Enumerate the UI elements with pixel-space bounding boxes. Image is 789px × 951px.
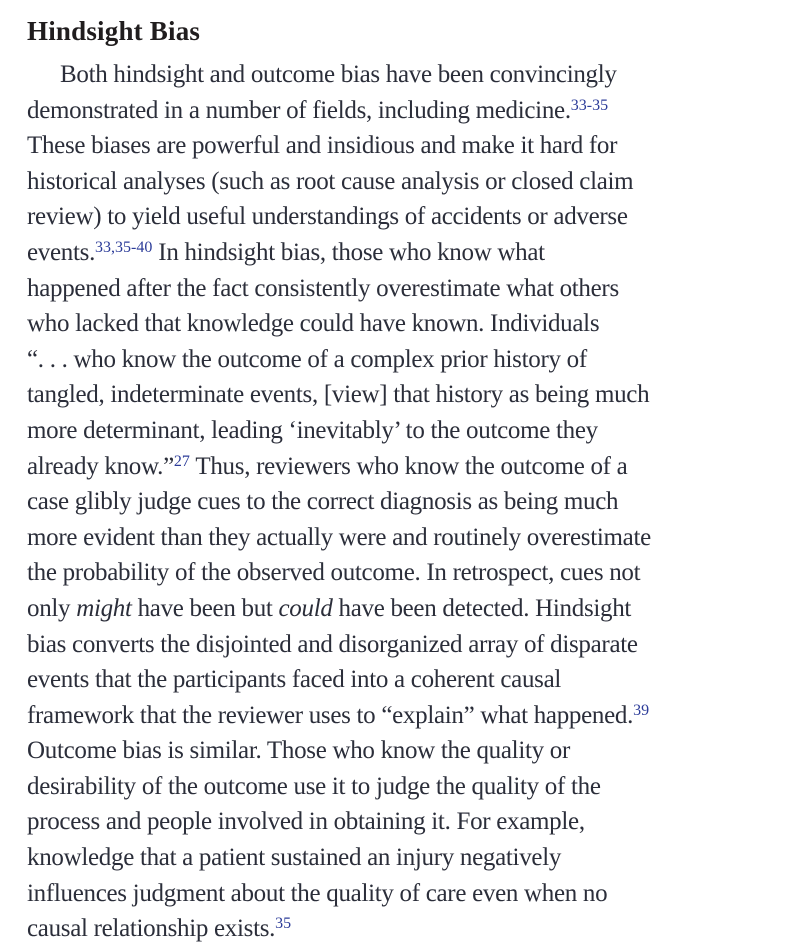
text-line: [27, 876, 769, 912]
text-run: framework that the reviewer uses to “explain” what happened.: [27, 701, 634, 729]
text-line: [27, 342, 769, 378]
text-run: demonstrated in a number of fields, including medicine.: [27, 96, 571, 124]
text-line: [27, 57, 769, 93]
text-run: bias converts the disjointed and disorganized array of disparate: [27, 630, 638, 658]
text-line: [27, 128, 769, 164]
text-run: knowledge that a patient sustained an injury negatively: [27, 844, 562, 872]
citation-reference-link[interactable]: 39: [633, 701, 650, 719]
text-line: [27, 555, 769, 591]
text-run: causal relationship exists.: [27, 915, 276, 943]
text-run: Outcome bias is similar. Those who know the quality or: [27, 737, 570, 765]
citation-reference-link[interactable]: 35: [275, 915, 292, 933]
text-run: more determinant, leading ‘inevitably’ to the outcome they: [27, 416, 598, 444]
text-run: desirability of the outcome use it to judge the quality of the: [27, 772, 601, 800]
text-line: [27, 413, 769, 449]
text-line: [27, 377, 769, 413]
citation-reference-link[interactable]: 33-35: [570, 96, 609, 114]
text-run: historical analyses (such as root cause analysis or closed claim: [27, 167, 634, 195]
text-run: These biases are powerful and insidious and make it hard for: [27, 132, 618, 160]
text-line: [27, 627, 769, 663]
text-run: who lacked that knowledge could have known. Individuals: [27, 310, 600, 338]
text-run: In hindsight bias, those who know what: [152, 238, 545, 266]
text-run: process and people involved in obtaining it. For example,: [27, 808, 585, 836]
text-run: events that the participants faced into a coherent causal: [27, 666, 562, 694]
text-run: influences judgment about the quality of care even when no: [27, 879, 608, 907]
text-line: [27, 199, 769, 235]
text-run: Thus, reviewers who know the outcome of a: [189, 452, 628, 480]
text-line: [27, 911, 769, 947]
text-line: [27, 733, 769, 769]
text-run: have been but: [131, 594, 279, 622]
text-run: “. . . who know the outcome of a complex prior history of: [27, 345, 587, 373]
text-run: happened after the fact consistently overestimate what others: [27, 274, 619, 302]
text-run: tangled, indeterminate events, [view] that history as being much: [27, 381, 650, 409]
text-line: [27, 235, 769, 271]
text-line: [27, 804, 769, 840]
text-line: [27, 271, 769, 307]
text-line: [27, 306, 769, 342]
text-line: [27, 662, 769, 698]
text-line: [27, 769, 769, 805]
body-paragraph: [27, 57, 769, 947]
text-run: review) to yield useful understandings of accidents or adverse: [27, 203, 628, 231]
text-line: [27, 484, 769, 520]
text-line: [27, 698, 769, 734]
text-run: more evident than they actually were and routinely overestimate: [27, 523, 651, 551]
emphasis-text: might: [76, 594, 132, 622]
text-run: have been detected. Hindsight: [332, 594, 632, 622]
text-run: already know.”: [27, 452, 174, 480]
section-heading: Hindsight Bias: [27, 16, 201, 46]
text-line: [27, 520, 769, 556]
text-run: the probability of the observed outcome. In retrospect, cues not: [27, 559, 641, 587]
text-run: events.: [27, 238, 96, 266]
text-run: case glibly judge cues to the correct diagnosis as being much: [27, 488, 619, 516]
text-line: [27, 591, 769, 627]
text-line: [27, 840, 769, 876]
text-line: [27, 164, 769, 200]
text-run: Both hindsight and outcome bias have been convincingly: [60, 61, 617, 88]
text-line: [27, 93, 769, 129]
text-line: [27, 449, 769, 485]
text-run: only: [27, 594, 77, 622]
citation-reference-link[interactable]: 33,35-40: [95, 238, 153, 256]
emphasis-text: could: [278, 594, 333, 622]
citation-reference-link[interactable]: 27: [173, 452, 190, 470]
